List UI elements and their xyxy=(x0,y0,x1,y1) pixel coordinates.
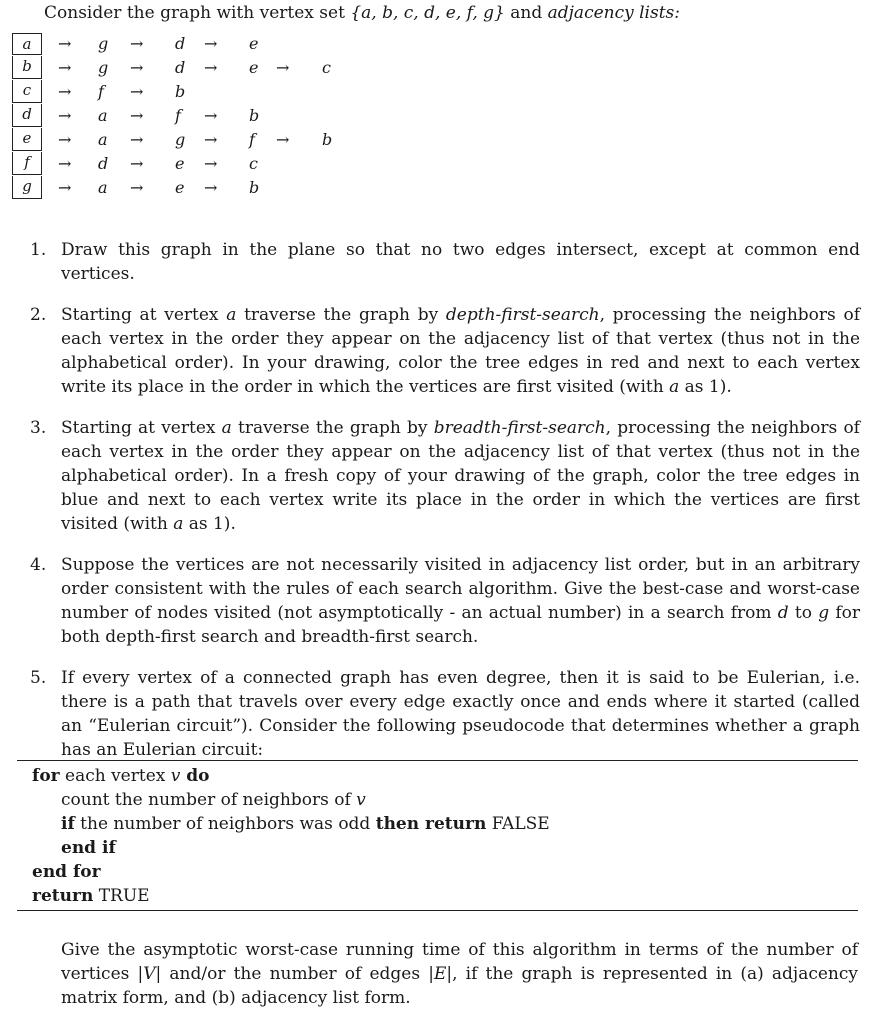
text-part: as 1). xyxy=(183,514,236,534)
neighbor-vertex: e xyxy=(175,154,185,173)
neighbor-vertex: d xyxy=(175,58,186,77)
right-arrow-icon: → xyxy=(204,106,218,125)
pseudocode-line xyxy=(17,860,858,884)
neighbor-vertex: b xyxy=(322,130,333,149)
vertex-label: e xyxy=(12,128,42,151)
keyword: for xyxy=(32,766,60,786)
right-arrow-icon: → xyxy=(58,82,72,101)
emphasis: breadth-first-search xyxy=(433,418,606,438)
math-var: g xyxy=(818,603,830,623)
neighbor-vertex: d xyxy=(175,34,186,53)
math-var: a xyxy=(221,418,232,438)
text-part: to xyxy=(788,603,819,623)
math-var: a xyxy=(669,377,680,397)
right-arrow-icon: → xyxy=(130,154,144,173)
right-arrow-icon: → xyxy=(276,58,290,77)
intro-emphasis: adjacency lists: xyxy=(547,3,681,23)
vertex-label: f xyxy=(12,152,42,175)
text-part: Suppose the vertices are not necessarily visited in adjacency list order, but in an arbitrary order consistent with the rules of each search algorithm. Give the best-case and worst-case number of nodes visited (not asymptotically - an actual number) in a search from xyxy=(61,555,860,623)
neighbor-vertex: a xyxy=(98,178,108,197)
neighbor-vertex: b xyxy=(249,106,260,125)
text-part: as 1). xyxy=(679,377,732,397)
intro-prefix: Consider the graph with vertex set xyxy=(44,3,351,23)
question-text xyxy=(61,555,860,647)
math-expression: |E| xyxy=(428,964,453,984)
question-text xyxy=(61,418,860,534)
neighbor-vertex: g xyxy=(98,58,109,77)
neighbor-vertex: e xyxy=(249,34,259,53)
intro-middle: and xyxy=(504,3,548,23)
question-text: If every vertex of a connected graph has even degree, then it is said to be Eulerian, i.e. there is a path that travels over every edge exactly once and ends where it started (called an “Eulerian circuit”). Consider the following pseudocode that determines whether a graph has an Eulerian circuit: xyxy=(61,668,860,760)
text-part: and/or the number of edges xyxy=(161,964,429,984)
text-part: for both depth-first search and breadth-first search. xyxy=(61,603,861,647)
question-number: 2. xyxy=(30,305,47,325)
neighbor-vertex: d xyxy=(98,154,109,173)
pseudocode-line xyxy=(17,764,858,788)
pseudocode-line xyxy=(17,836,858,860)
right-arrow-icon: → xyxy=(276,130,290,149)
pseudocode-line xyxy=(17,884,858,908)
neighbor-vertex: g xyxy=(98,34,109,53)
right-arrow-icon: → xyxy=(58,178,72,197)
right-arrow-icon: → xyxy=(130,58,144,77)
right-arrow-icon: → xyxy=(58,58,72,77)
final-question xyxy=(61,938,858,1010)
question-text xyxy=(61,305,860,397)
question-number: 5. xyxy=(30,668,47,688)
right-arrow-icon: → xyxy=(130,130,144,149)
intro-sentence xyxy=(44,3,680,23)
text-part: traverse the graph by xyxy=(236,305,446,325)
neighbor-vertex: e xyxy=(249,58,259,77)
question-3 xyxy=(30,416,860,536)
pseudocode-block xyxy=(17,760,858,911)
text-part: Starting at vertex xyxy=(61,305,227,325)
vertex-label: d xyxy=(12,104,42,127)
text-part: , processing the neighbors of each vertex in the order they appear on the adjacency list of that vertex (thus not in the alphabetical order). In your drawing, color the tree edges in red and next to each vertex write its place in the order in which the vertices are first visited (with xyxy=(61,305,860,397)
math-var: v xyxy=(356,790,366,810)
code-text: FALSE xyxy=(486,814,550,834)
vertex-set: {a, b, c, d, e, f, g} xyxy=(350,3,505,23)
keyword: return xyxy=(32,886,94,906)
math-expression: |V| xyxy=(137,964,162,984)
code-text: each vertex xyxy=(59,766,171,786)
right-arrow-icon: → xyxy=(204,58,218,77)
neighbor-vertex: f xyxy=(249,130,255,149)
right-arrow-icon: → xyxy=(58,106,72,125)
right-arrow-icon: → xyxy=(130,82,144,101)
right-arrow-icon: → xyxy=(130,34,144,53)
code-text: TRUE xyxy=(93,886,150,906)
right-arrow-icon: → xyxy=(204,34,218,53)
question-number: 4. xyxy=(30,555,47,575)
right-arrow-icon: → xyxy=(204,130,218,149)
right-arrow-icon: → xyxy=(130,106,144,125)
text-part: traverse the graph by xyxy=(231,418,434,438)
vertex-label: a xyxy=(12,33,42,55)
neighbor-vertex: b xyxy=(175,82,186,101)
text-part: Give the asymptotic worst-case running time of this algorithm in terms of the number of vertices xyxy=(61,940,858,984)
question-text: Draw this graph in the plane so that no two edges intersect, except at common end vertices. xyxy=(61,240,860,284)
right-arrow-icon: → xyxy=(204,178,218,197)
math-var: a xyxy=(226,305,237,325)
neighbor-vertex: c xyxy=(322,58,331,77)
vertex-label: g xyxy=(12,176,42,199)
neighbor-vertex: f xyxy=(98,82,104,101)
keyword: end if xyxy=(61,838,116,858)
question-number: 1. xyxy=(30,240,47,260)
question-5 xyxy=(30,666,860,762)
question-4 xyxy=(30,553,860,649)
neighbor-vertex: c xyxy=(249,154,258,173)
text-part: Starting at vertex xyxy=(61,418,222,438)
right-arrow-icon: → xyxy=(58,154,72,173)
keyword: then return xyxy=(375,814,487,834)
code-text: the number of neighbors was odd xyxy=(74,814,376,834)
right-arrow-icon: → xyxy=(204,154,218,173)
keyword: do xyxy=(180,766,210,786)
neighbor-vertex: b xyxy=(249,178,260,197)
math-var: d xyxy=(777,603,789,623)
neighbor-vertex: e xyxy=(175,178,185,197)
question-1 xyxy=(30,238,860,286)
right-arrow-icon: → xyxy=(58,130,72,149)
neighbor-vertex: g xyxy=(175,130,186,149)
code-text: count the number of neighbors of xyxy=(61,790,357,810)
vertex-label: c xyxy=(12,80,42,103)
right-arrow-icon: → xyxy=(58,34,72,53)
keyword: if xyxy=(61,814,75,834)
text-part: , if the graph is represented in (a) adjacency matrix form, and (b) adjacency list form. xyxy=(61,964,858,1008)
emphasis: depth-first-search xyxy=(445,305,600,325)
right-arrow-icon: → xyxy=(130,178,144,197)
neighbor-vertex: a xyxy=(98,130,108,149)
question-list xyxy=(30,238,860,779)
math-var: v xyxy=(170,766,181,786)
keyword: end for xyxy=(32,862,101,882)
question-number: 3. xyxy=(30,418,47,438)
text-part: , processing the neighbors of each vertex in the order they appear on the adjacency list of that vertex (thus not in the alphabetical order). In a fresh copy of your drawing of the graph, color the tree edges in blue and next to each vertex write its place in the order in which the vertices are first visited (with xyxy=(61,418,860,534)
pseudocode-line xyxy=(17,788,858,812)
math-var: a xyxy=(173,514,184,534)
question-2 xyxy=(30,303,860,399)
neighbor-vertex: a xyxy=(98,106,108,125)
pseudocode-line xyxy=(17,812,858,836)
neighbor-vertex: f xyxy=(175,106,181,125)
vertex-label: b xyxy=(12,56,42,79)
